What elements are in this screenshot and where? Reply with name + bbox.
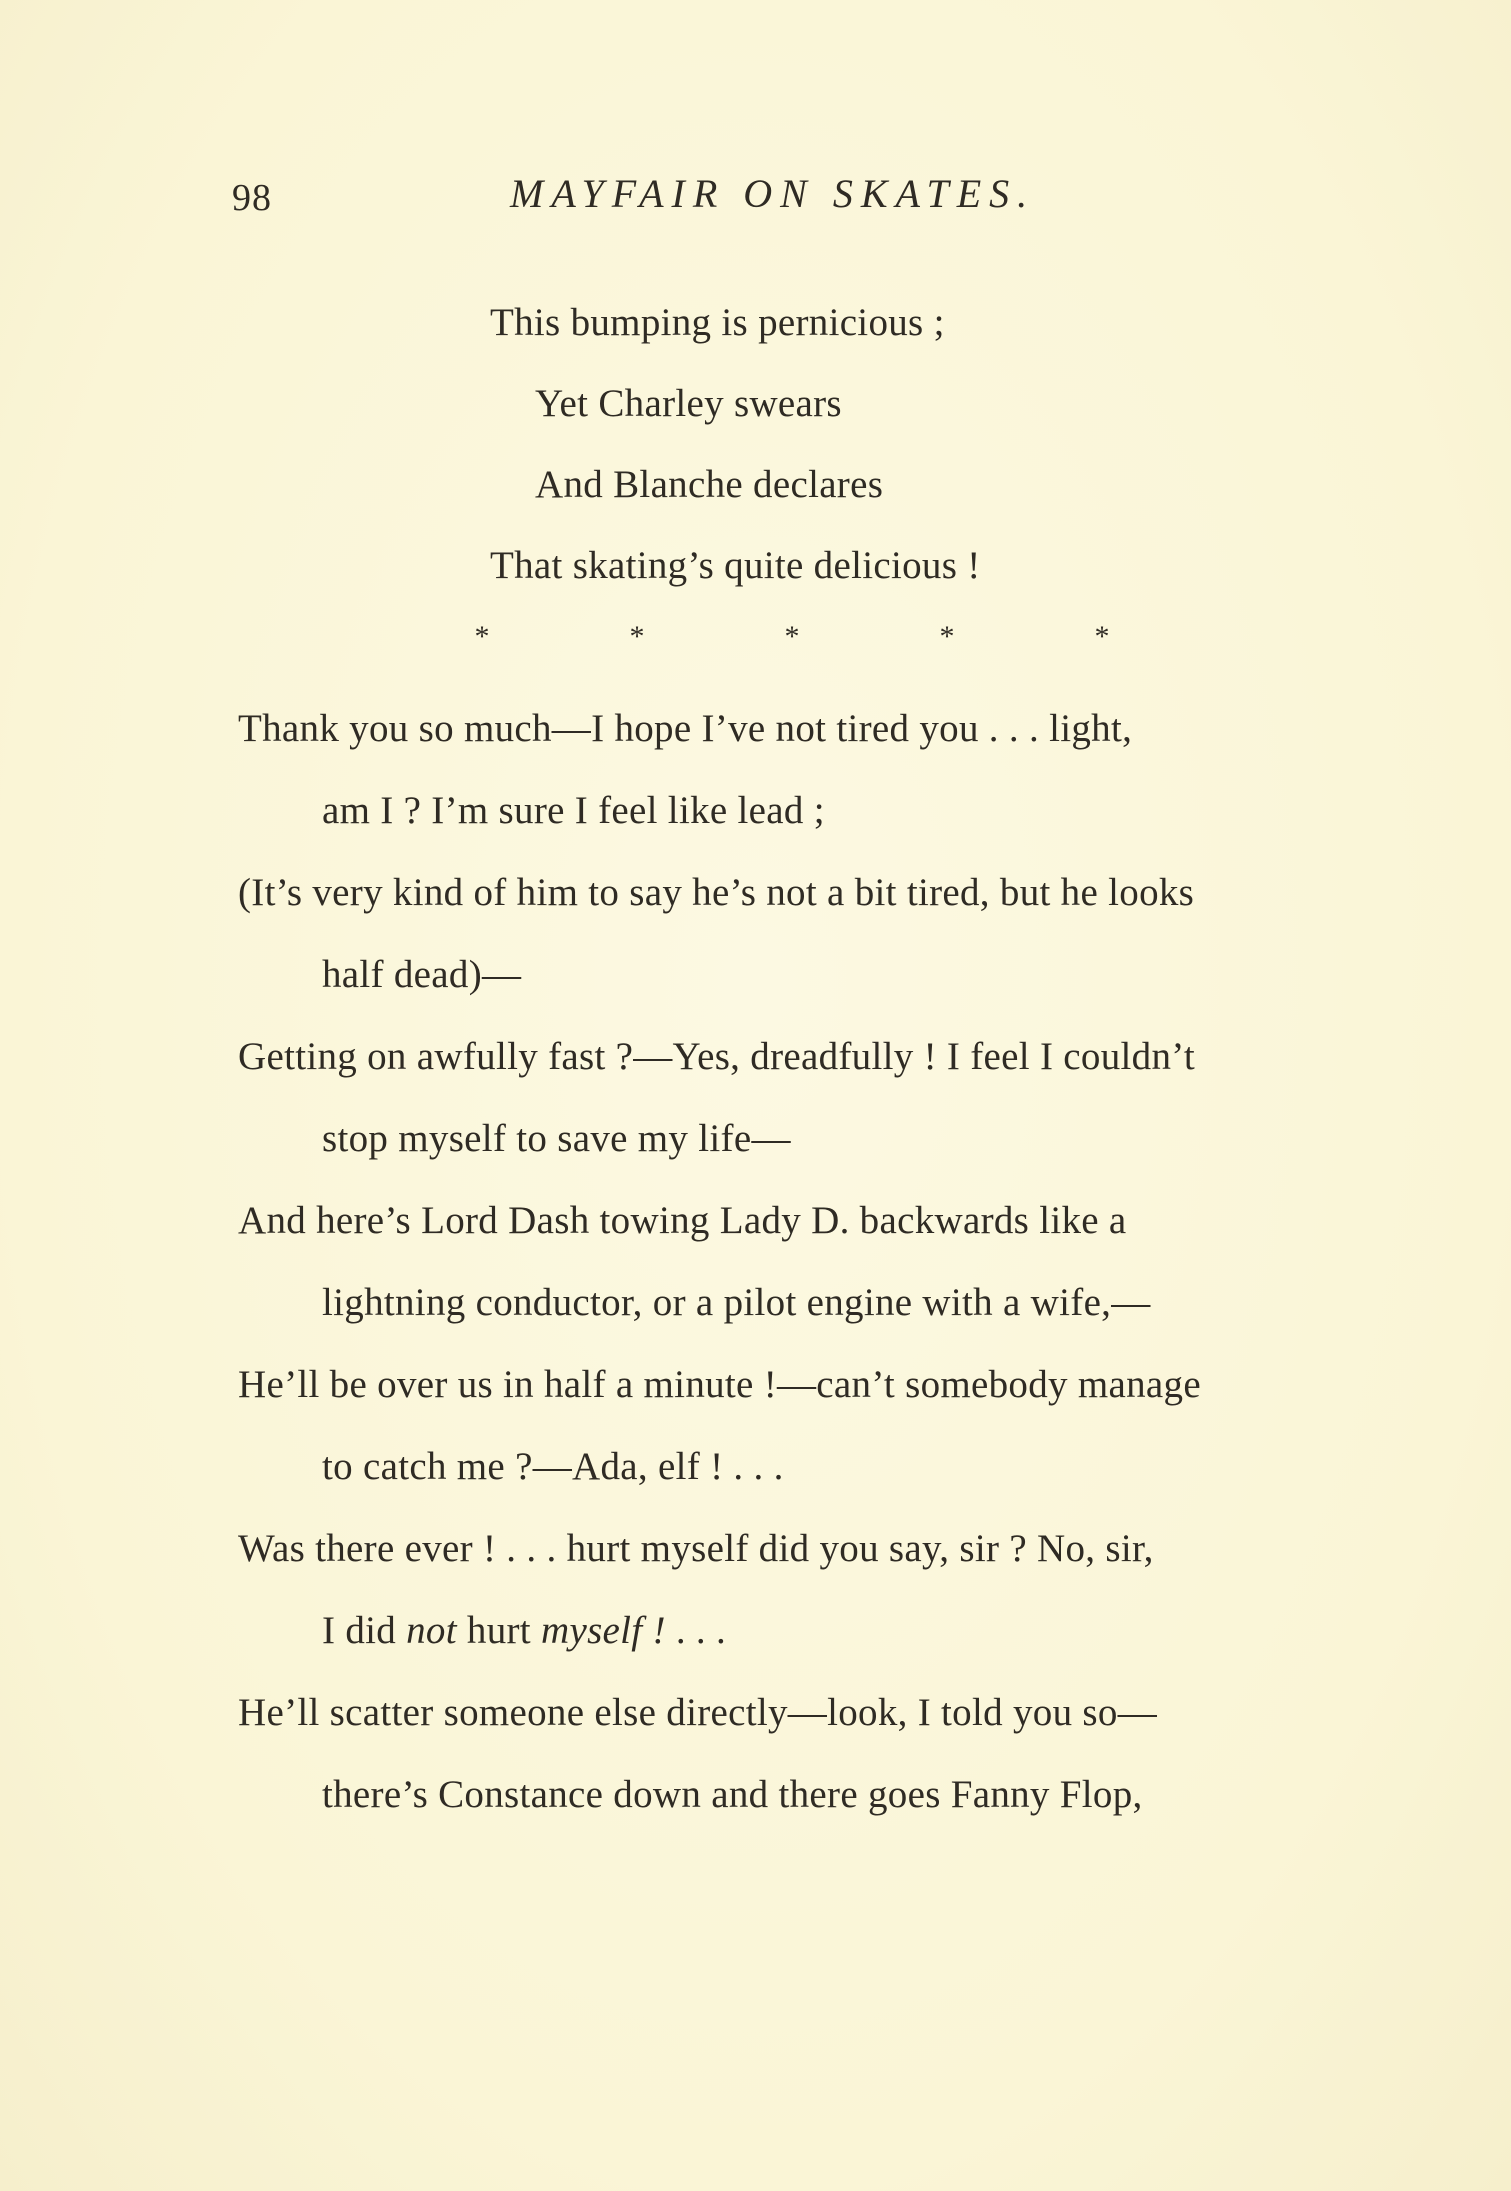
emphasis-not: not bbox=[406, 1609, 457, 1652]
prose-line-1: Thank you so much—I hope I’ve not tired you . . . light, bbox=[238, 707, 1133, 750]
stanza-line-3: And Blanche declares bbox=[535, 463, 884, 506]
emphasis-myself: myself ! bbox=[541, 1609, 666, 1652]
prose-line-13: He’ll scatter someone else directly—look, I told you so— bbox=[238, 1691, 1157, 1734]
prose-line-5: Getting on awfully fast ?—Yes, dreadfully ! I feel I couldn’t bbox=[238, 1035, 1195, 1078]
separator-star: * bbox=[1094, 620, 1110, 653]
separator-star: * bbox=[474, 620, 490, 653]
prose-line-10: to catch me ?—Ada, elf ! . . . bbox=[322, 1445, 784, 1488]
prose-line-7: And here’s Lord Dash towing Lady D. backwards like a bbox=[238, 1199, 1127, 1242]
separator-star: * bbox=[939, 620, 955, 653]
prose-line-9: He’ll be over us in half a minute !—can’t somebody manage bbox=[238, 1363, 1201, 1406]
prose-line-12 bbox=[322, 1608, 726, 1653]
page-number: 98 bbox=[232, 177, 272, 219]
section-separator bbox=[472, 620, 1112, 654]
prose-line-12-e: . . . bbox=[665, 1609, 727, 1652]
separator-star: * bbox=[784, 620, 800, 653]
stanza-line-2: Yet Charley swears bbox=[535, 382, 842, 425]
prose-line-2: am I ? I’m sure I feel like lead ; bbox=[322, 789, 825, 832]
prose-line-3: (It’s very kind of him to say he’s not a bit tired, but he looks bbox=[238, 871, 1195, 914]
running-title: MAYFAIR ON SKATES. bbox=[510, 171, 1036, 216]
prose-line-14: there’s Constance down and there goes Fanny Flop, bbox=[322, 1773, 1143, 1816]
prose-line-12-c: hurt bbox=[456, 1609, 541, 1652]
stanza-line-1: This bumping is pernicious ; bbox=[490, 301, 945, 344]
stanza-line-4: That skating’s quite delicious ! bbox=[490, 544, 981, 587]
prose-line-6: stop myself to save my life— bbox=[322, 1117, 791, 1160]
prose-line-4: half dead)— bbox=[322, 953, 522, 996]
separator-star: * bbox=[629, 620, 645, 653]
prose-line-11: Was there ever ! . . . hurt myself did you say, sir ? No, sir, bbox=[238, 1527, 1154, 1570]
prose-line-12-a: I did bbox=[322, 1609, 407, 1652]
prose-line-8: lightning conductor, or a pilot engine with a wife,— bbox=[322, 1281, 1151, 1324]
